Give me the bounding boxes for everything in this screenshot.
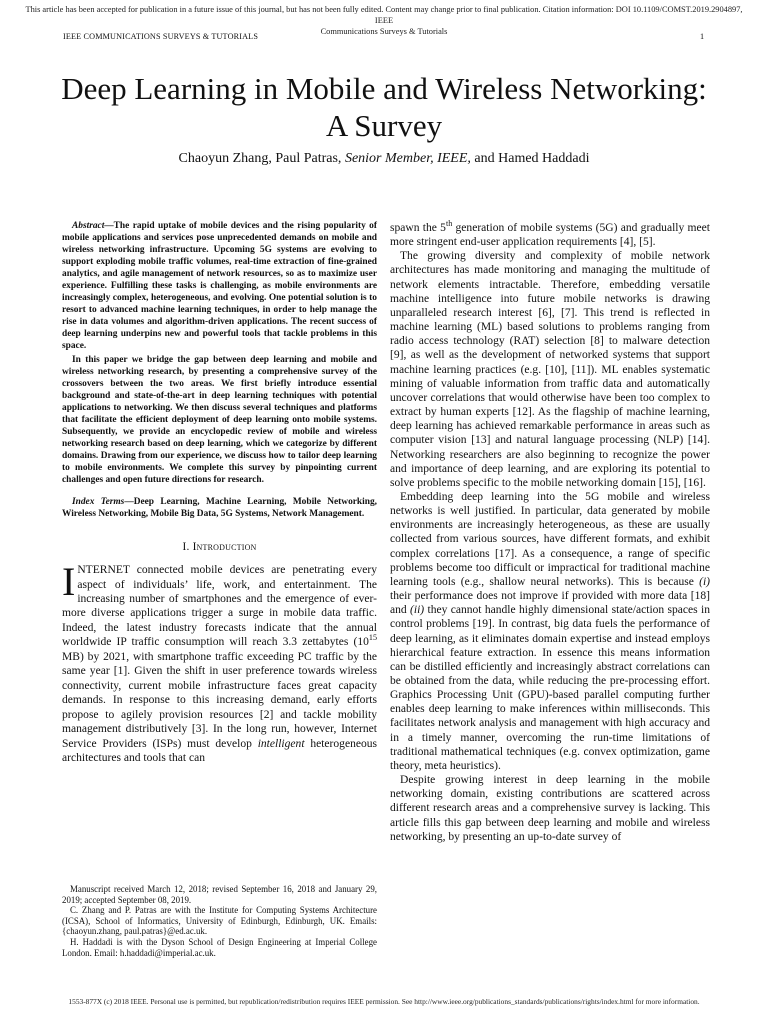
right-paragraph-3: Despite growing interest in deep learning in the mobile networking domain, existing contributions are scattered across different research areas and a comprehensive survey is lacking. This article fills this gap between deep learning and mobile and wireless networking, by presenting an up-to-date survey of	[390, 774, 710, 843]
right-p2-b: their performance does not improve if provided with more data [18] and	[390, 590, 710, 617]
section-heading-introduction	[62, 541, 377, 553]
copyright-footer: 1553-877X (c) 2018 IEEE. Personal use is permitted, but republication/redistribution requires IEEE permission. See http://www.ieee.org/publications_standards/publications/rights/index.html for more information.	[68, 997, 700, 1006]
abstract-paragraph-2: In this paper we bridge the gap between deep learning and mobile and wireless networking research, by presenting a comprehensive survey of the crossovers between the two areas. We first briefly introduce essential background and state-of-the-art in deep learning techniques with potential applications to networking. We then discuss several techniques and platforms that facilitate the efficient deployment of deep learning onto mobile systems. Subsequently, we provide an encyclopedic review of mobile and wireless networking research based on deep learning, which we categorize by different domains. Drawing from our experience, we discuss how to tailor deep learning to mobile environments. We complete this survey by pinpointing current challenges and open future directions for research.	[62, 354, 377, 485]
author-membership: Senior Member, IEEE,	[344, 151, 471, 166]
section-name: Introduction	[192, 541, 257, 554]
index-terms-text: —Deep Learning, Machine Learning, Mobile Networking, Wireless Networking, Mobile Big Data, 5G Systems, Network Management.	[62, 497, 377, 520]
page-number: 1	[700, 32, 705, 41]
footnote-affiliation-1: C. Zhang and P. Patras are with the Institute for Computing Systems Architecture (ICSA), School of Informatics, University of Edinburgh, Edinburgh, UK. Emails: {chaoyun.zhang, paul.patras}@ed.ac.uk.	[62, 905, 377, 937]
right-p2-ii: (ii)	[410, 604, 425, 617]
right-column	[390, 221, 710, 844]
author-last: and Hamed Haddadi	[474, 151, 590, 166]
author-line	[40, 150, 728, 168]
section-numeral: I.	[182, 541, 190, 554]
footnote	[62, 884, 377, 958]
intro-lead-word: NTERNET	[77, 564, 130, 577]
intro-paragraph	[62, 559, 378, 765]
right-p2-i: (i)	[699, 575, 710, 588]
intro-text-c: heterogeneous architectures and tools that can	[62, 737, 378, 765]
exponent-15: 15	[368, 633, 377, 643]
notice-line-1: This article has been accepted for publication in a future issue of this journal, but has not been fully edited. Content may change prior to final publication. Citation information: DOI 10.1109/COMST.2019.2904897, IEEE	[25, 5, 743, 25]
paper-title	[40, 70, 728, 144]
left-column	[62, 220, 377, 765]
right-p2-a: Embedding deep learning into the 5G mobile and wireless networks is well justified. In particular, data generated by mobile environments are increasingly heterogeneous, as these are usually collected from various sources, have different formats, and exhibit complex correlations [17]. As a consequence, a range of specific problems become too difficult or impractical for traditional machine learning tools (e.g., shallow neural networks). This is because	[390, 490, 710, 588]
right-p0-sup: th	[445, 219, 453, 229]
index-terms	[62, 496, 377, 520]
running-head: IEEE COMMUNICATIONS SURVEYS & TUTORIALS	[63, 32, 259, 41]
right-paragraph-1: The growing diversity and complexity of mobile network architectures has made monitoring and managing the multitude of network elements intractable. Therefore, embedding versatile machine intelligence into future mobile networks is drawing unparalleled research interest [6], [7]. This trend is reflected in machine learning (ML) based solutions to problems ranging from radio access technology (RAT) selection [8] to malware detection [9], as well as the development of networked systems that support machine learning practices (e.g. [10], [11]). ML enables systematic mining of valuable information from traffic data and automatically uncover correlations that would otherwise have been too complex to extract by human experts [12]. As the flagship of machine learning, deep learning has achieved remarkable performance in areas such as computer vision [13] and natural language processing (NLP) [14]. Networking researchers are also beginning to recognize the power and importance of deep learning, and are exploring its potential to solve problems specific to the mobile networking domain [15], [16].	[390, 250, 710, 489]
footnote-received: Manuscript received March 12, 2018; revised September 16, 2018 and January 29, 2019; accepted September 08, 2019.	[62, 884, 377, 905]
abstract-paragraph-1	[62, 220, 377, 353]
intro-text-a: connected mobile devices are penetrating every aspect of individuals’ life, work, and entertainment. The increasing number of smartphones and the emergence of ever-more diverse applications trigger a surge in mobile data traffic. Indeed, the latest industry forecasts indicate that the annual worldwide IP traffic consumption will reach 3.3 zettabytes (10	[62, 564, 377, 649]
author-names: Chaoyun Zhang, Paul Patras,	[178, 151, 342, 166]
right-paragraph-0	[390, 221, 710, 249]
intro-text-b: MB) by 2021, with smartphone traffic exceeding PC traffic by the same year [1]. Given the shift in user preference towards wireless connectivity, current mobile infrastructure faces great capacity demands. In response to this increasing demand, early efforts propose to agilely provision resources [2] and tackle mobility management distributively [3]. In the long run, however, Internet Service Providers (ISPs) must develop	[62, 650, 377, 750]
index-terms-label: Index Terms	[72, 497, 125, 508]
abstract-text-1: —The rapid uptake of mobile devices and the rising popularity of mobile applications and services pose unprecedented demands on mobile and wireless networking infrastructure. Upcoming 5G systems are evolving to support exploding mobile traffic volumes, real-time extraction of fine-grained analytics, and agile management of network resources, so as to maximize user experience. Fulfilling these tasks is challenging, as mobile environments are increasingly complex, heterogeneous, and evolving. One potential solution is to resort to advanced machine learning techniques, in order to help manage the rise in data volumes and algorithm-driven applications. The recent success of deep learning underpins new and powerful tools that tackle problems in this space.	[62, 221, 377, 352]
footnote-affiliation-2: H. Haddadi is with the Dyson School of Design Engineering at Imperial College London. Email: h.haddadi@imperial.ac.uk.	[62, 936, 377, 958]
drop-cap: I	[62, 559, 76, 605]
abstract	[62, 220, 377, 486]
title-line-1: Deep Learning in Mobile and Wireless Networking:	[61, 71, 707, 106]
notice-line-2: Communications Surveys & Tutorials	[320, 27, 448, 36]
right-paragraph-2	[390, 490, 710, 773]
right-p0-b: generation of mobile systems (5G) and gradually meet more stringent end-user application requirements [4], [5].	[390, 222, 710, 249]
intelligent-emphasis: intelligent	[257, 737, 305, 750]
right-p2-c: they cannot handle highly dimensional state/action spaces in control problems [19]. In contrast, big data fuels the performance of deep learning, as it eliminates domain expertise and instead employs hierarchical feature extraction. In essence this means information can be distilled efficiently and increasingly abstract correlations can be obtained from the data, while reducing the pre-processing effort. Graphics Processing Unit (GPU)-based parallel computing further enables deep learning to make inferences within milliseconds. This facilitates network analysis and management with high accuracy and in a timely manner, overcoming the run-time limitations of traditional mathematical techniques (e.g. convex optimization, game theory, meta heuristics).	[390, 604, 711, 772]
abstract-label: Abstract	[72, 221, 105, 231]
title-line-2: A Survey	[325, 108, 443, 143]
right-p0-a: spawn the 5	[390, 222, 446, 234]
